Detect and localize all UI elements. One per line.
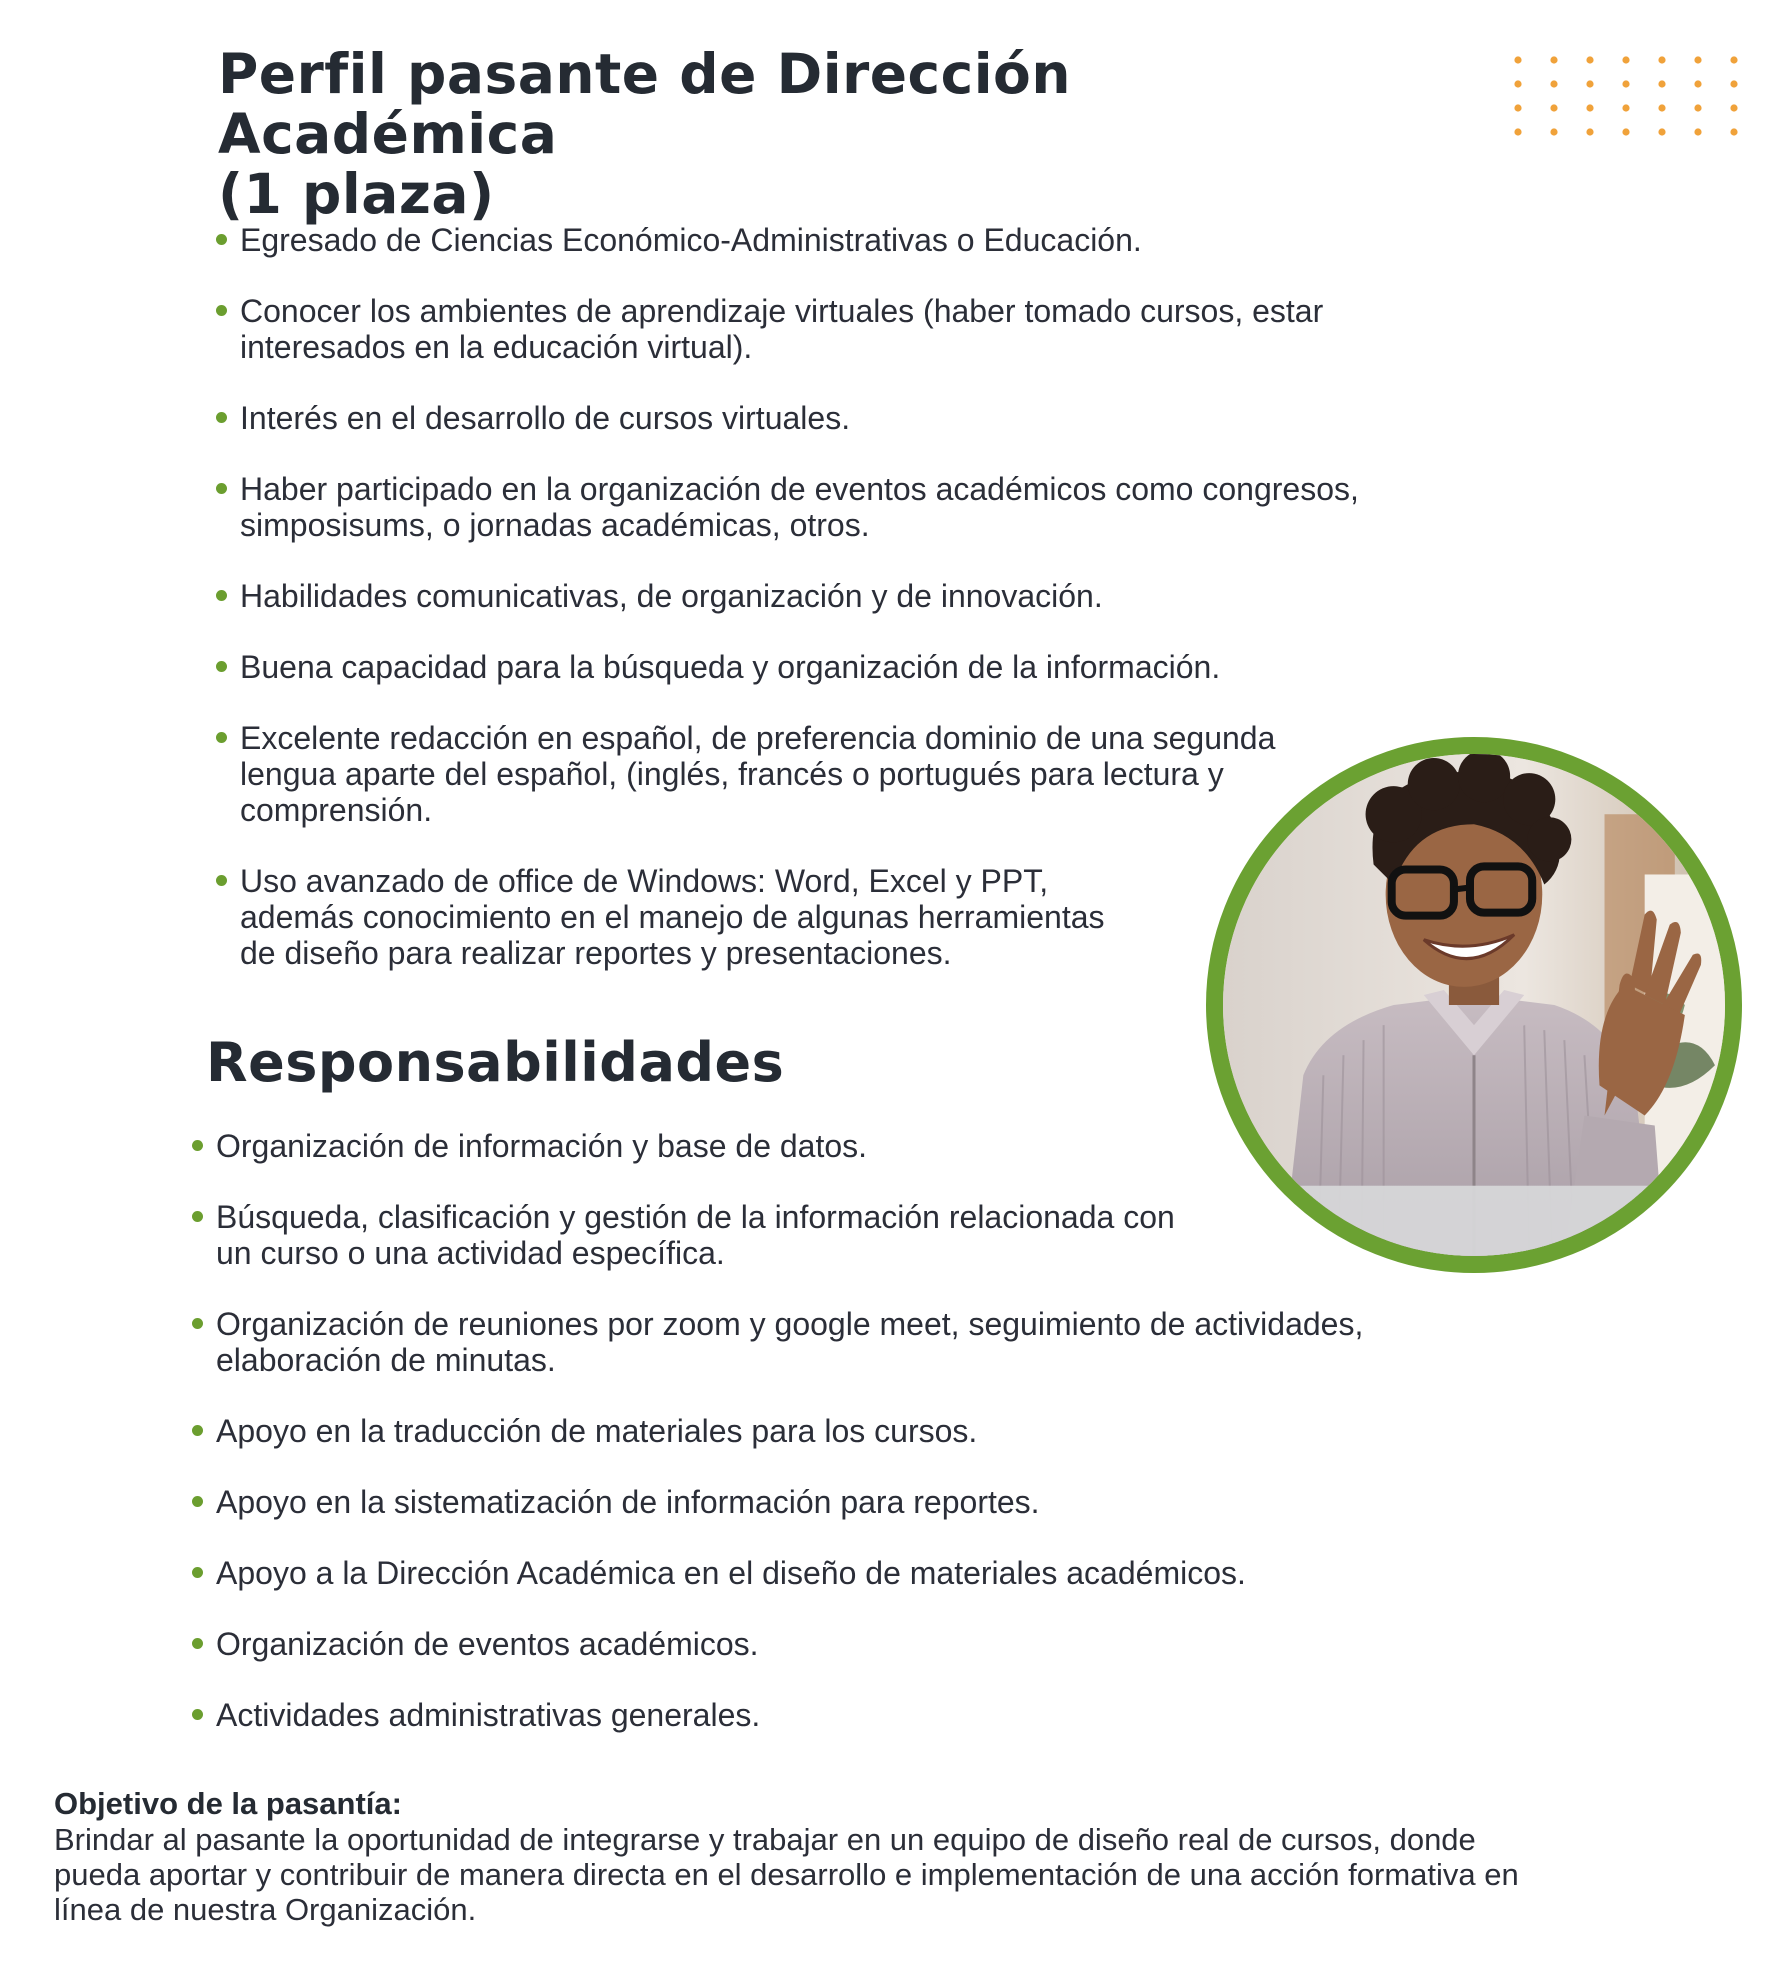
bullet-dot-icon bbox=[216, 412, 227, 423]
bullet-dot-icon bbox=[192, 1496, 203, 1507]
list-item-text: Egresado de Ciencias Económico-Administrativas o Educación. bbox=[240, 222, 1142, 258]
decorative-dot bbox=[1586, 80, 1593, 87]
bullet-dot-icon bbox=[192, 1709, 203, 1720]
list-item-text: Excelente redacción en español, de preferencia dominio de una segunda lengua aparte del español, (inglés, francés o portugués para lectura y comprensión. bbox=[240, 720, 1276, 828]
bullet-dot-icon bbox=[192, 1140, 203, 1151]
decorative-dot bbox=[1586, 56, 1593, 63]
list-item-text: Apoyo en la sistematización de información para reportes. bbox=[216, 1484, 1040, 1520]
list-item-text: Interés en el desarrollo de cursos virtuales. bbox=[240, 400, 851, 436]
list-item bbox=[192, 1306, 1442, 1378]
list-item-text: Organización de reuniones por zoom y google meet, seguimiento de actividades, elaboración de minutas. bbox=[216, 1306, 1364, 1378]
bullet-dot-icon bbox=[192, 1211, 203, 1222]
list-item-text: Haber participado en la organización de eventos académicos como congresos, simposisums, o jornadas académicas, otros. bbox=[240, 471, 1359, 543]
bullet-dot-icon bbox=[216, 590, 227, 601]
list-item-text: Actividades administrativas generales. bbox=[216, 1697, 761, 1733]
list-item bbox=[192, 1199, 1442, 1271]
decorative-dot bbox=[1550, 80, 1557, 87]
decorative-dot bbox=[1586, 104, 1593, 111]
list-item-text: Apoyo a la Dirección Académica en el diseño de materiales académicos. bbox=[216, 1555, 1246, 1591]
decorative-dot bbox=[1586, 128, 1593, 135]
decorative-dot bbox=[1622, 80, 1629, 87]
decorative-dot bbox=[1622, 104, 1629, 111]
decorative-dot bbox=[1730, 80, 1737, 87]
list-item-text: Uso avanzado de office de Windows: Word, Excel y PPT, además conocimiento en el manejo de algunas herramientas de diseño para realizar reportes y presentaciones. bbox=[240, 863, 1105, 971]
list-item-text: Buena capacidad para la búsqueda y organización de la información. bbox=[240, 649, 1221, 685]
list-item-text: Conocer los ambientes de aprendizaje virtuales (haber tomado cursos, estar interesados en la educación virtual). bbox=[240, 293, 1324, 365]
list-item bbox=[216, 649, 1466, 685]
bullet-dot-icon bbox=[192, 1425, 203, 1436]
decorative-dot bbox=[1658, 56, 1665, 63]
list-item bbox=[216, 400, 1466, 436]
decorative-dot bbox=[1550, 104, 1557, 111]
decorative-dot bbox=[1694, 128, 1701, 135]
decorative-dot bbox=[1622, 128, 1629, 135]
list-item bbox=[216, 293, 1466, 365]
bullet-dot-icon bbox=[192, 1638, 203, 1649]
internship-objective bbox=[54, 1786, 1754, 1927]
list-item bbox=[192, 1626, 1442, 1662]
decorative-dot bbox=[1550, 56, 1557, 63]
decorative-dot bbox=[1658, 80, 1665, 87]
decorative-dot bbox=[1514, 56, 1521, 63]
list-item-text: Apoyo en la traducción de materiales para los cursos. bbox=[216, 1413, 978, 1449]
list-item-text: Habilidades comunicativas, de organización y de innovación. bbox=[240, 578, 1103, 614]
student-waving-photo bbox=[1206, 737, 1742, 1273]
decorative-dot bbox=[1730, 104, 1737, 111]
bullet-dot-icon bbox=[192, 1567, 203, 1578]
bullet-dot-icon bbox=[216, 305, 227, 316]
decorative-dot bbox=[1694, 56, 1701, 63]
list-item-text: Organización de información y base de datos. bbox=[216, 1128, 868, 1164]
list-item bbox=[216, 720, 1466, 828]
decorative-dot bbox=[1622, 56, 1629, 63]
list-item bbox=[216, 471, 1466, 543]
responsibilities-heading: Responsabilidades bbox=[206, 1031, 785, 1094]
decorative-dot bbox=[1658, 128, 1665, 135]
list-item bbox=[192, 1697, 1442, 1733]
page-title: Perfil pasante de Dirección Académica (1 plaza) bbox=[218, 42, 1072, 226]
decorative-dot bbox=[1694, 104, 1701, 111]
list-item-text: Búsqueda, clasificación y gestión de la información relacionada con un curso o una actividad específica. bbox=[216, 1199, 1175, 1271]
objective-text: Brindar al pasante la oportunidad de integrarse y trabajar en un equipo de diseño real de cursos, donde pueda aportar y contribuir de manera directa en el desarrollo e implementación de una acción formativa en línea de nuestra Organización. bbox=[54, 1822, 1519, 1927]
list-item bbox=[192, 1555, 1442, 1591]
dot-grid-icon bbox=[1512, 54, 1752, 144]
bullet-dot-icon bbox=[216, 875, 227, 886]
decorative-dot bbox=[1730, 56, 1737, 63]
list-item bbox=[216, 578, 1466, 614]
bullet-dot-icon bbox=[216, 732, 227, 743]
decorative-dot bbox=[1514, 128, 1521, 135]
bullet-dot-icon bbox=[216, 483, 227, 494]
decorative-dot bbox=[1550, 128, 1557, 135]
list-item bbox=[216, 222, 1466, 258]
responsibilities-list bbox=[192, 1128, 1442, 1768]
list-item bbox=[192, 1413, 1442, 1449]
decorative-dot bbox=[1658, 104, 1665, 111]
objective-title: Objetivo de la pasantía: bbox=[54, 1786, 402, 1821]
bullet-dot-icon bbox=[216, 661, 227, 672]
bullet-dot-icon bbox=[192, 1318, 203, 1329]
decorative-dot bbox=[1694, 80, 1701, 87]
decorative-dot bbox=[1730, 128, 1737, 135]
list-item bbox=[192, 1484, 1442, 1520]
list-item-text: Organización de eventos académicos. bbox=[216, 1626, 759, 1662]
decorative-dot bbox=[1514, 80, 1521, 87]
bullet-dot-icon bbox=[216, 234, 227, 245]
decorative-dot bbox=[1514, 104, 1521, 111]
